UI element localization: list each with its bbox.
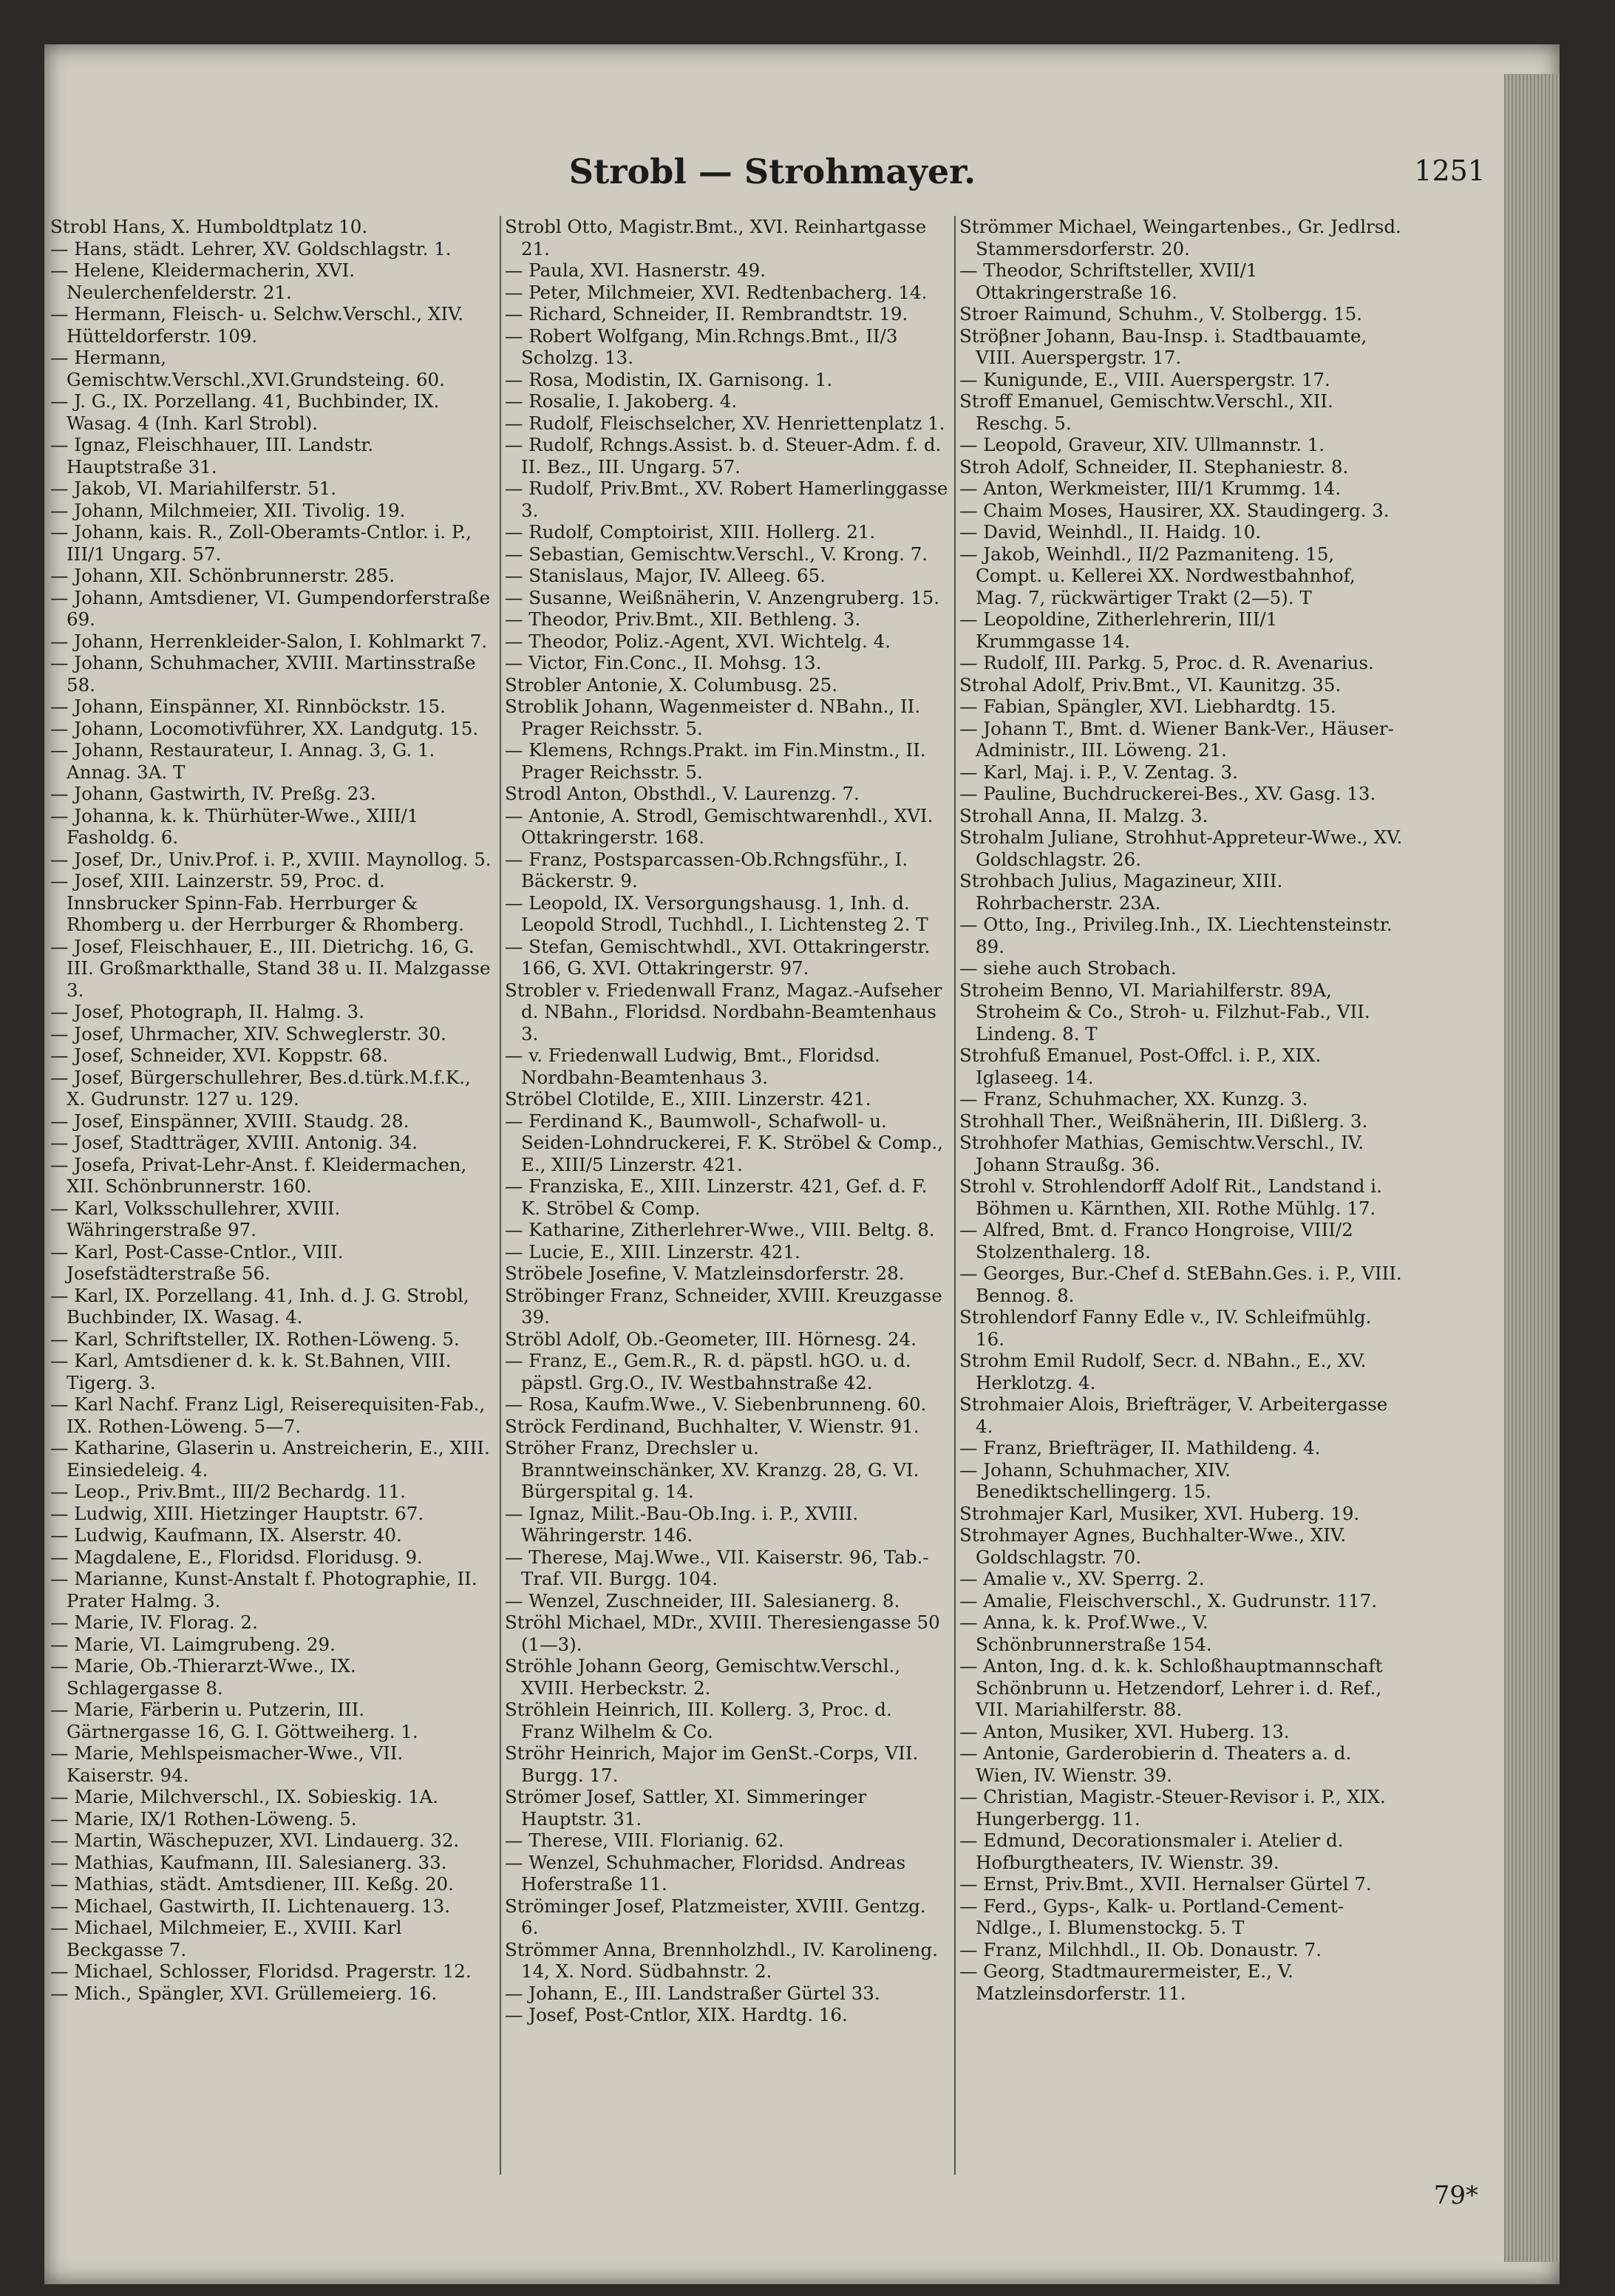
directory-entry: — Marie, Mehlspeismacher-Wwe., VII. Kaiserstr. 94. <box>50 1742 404 1786</box>
directory-entry: Strohal Adolf, Priv.Bmt., VI. Kaunitzg. 35. <box>959 673 1342 696</box>
directory-entry: — Ferd., Gyps-, Kalk- u. Portland-Cement-Ndlge., I. Blumenstockg. 5. T <box>959 1895 1344 1938</box>
directory-entry: — Karl, Post-Casse-Cntlor., VIII. Josefstädterstraße 56. <box>50 1240 344 1284</box>
directory-entry: — Marie, IV. Florag. 2. <box>50 1611 258 1633</box>
directory-entry: — Karl, IX. Porzellang. 41, Inh. d. J. G. Strobl, Buchbinder, IX. Wasag. 4. <box>50 1284 469 1328</box>
directory-entry: — Ludwig, Kaufmann, IX. Alserstr. 40. <box>50 1524 402 1546</box>
directory-entry: — Johann, Gastwirth, IV. Preßg. 23. <box>50 783 376 804</box>
directory-entry: — Richard, Schneider, II. Rembrandtstr. 19. <box>505 303 908 325</box>
directory-entry: — Rudolf, Priv.Bmt., XV. Robert Hamerlinggasse 3. <box>505 478 948 521</box>
directory-entry: — Rosa, Kaufm.Wwe., V. Siebenbrunneng. 60. <box>505 1393 927 1415</box>
directory-entry: — Karl, Maj. i. P., V. Zentag. 3. <box>959 761 1238 783</box>
page-number: 1251 <box>1414 154 1486 187</box>
directory-entry: — Johann, Schuhmacher, XIV. Benediktschellingerg. 15. <box>959 1458 1231 1502</box>
directory-entry: — J. G., IX. Porzellang. 41, Buchbinder, IX. Wasag. 4 (Inh. Karl Strobl). <box>50 390 440 434</box>
page-title: Strobl — Strohmayer. <box>568 152 976 191</box>
directory-entry: — Mich., Spängler, XVI. Grüllemeierg. 16. <box>50 1982 438 2004</box>
sheet-signature: 79* <box>1433 2181 1478 2210</box>
directory-entry: — Paula, XVI. Hasnerstr. 49. <box>505 259 766 281</box>
directory-entry: — Rosalie, I. Jakoberg. 4. <box>505 390 738 412</box>
directory-entry: — Stanislaus, Major, IV. Alleeg. 65. <box>505 565 826 586</box>
directory-entry: — Karl, Volksschullehrer, XVIII. Währingerstraße 97. <box>50 1197 341 1240</box>
directory-entry: — Leopold, IX. Versorgungshausg. 1, Inh. d. Leopold Strodl, Tuchhdl., I. Lichtensteg 2. T <box>505 891 928 935</box>
directory-entry: — Magdalene, E., Floridsd. Floridusg. 9. <box>50 1546 423 1568</box>
directory-entry: — Johann, Amtsdiener, VI. Gumpendorferstraße 69. <box>50 586 491 630</box>
directory-entry: — Johann T., Bmt. d. Wiener Bank-Ver., Häuser-Administr., III. Löweng. 21. <box>959 717 1394 761</box>
directory-entry: Ströck Ferdinand, Buchhalter, V. Wienstr. 91. <box>505 1415 919 1437</box>
directory-entry: — Josef, Uhrmacher, XIV. Schweglerstr. 30. <box>50 1022 446 1045</box>
directory-entry: — Rosa, Modistin, IX. Garnisong. 1. <box>505 368 833 390</box>
directory-entry: — Klemens, Rchngs.Prakt. im Fin.Minstm., II. Prager Reichsstr. 5. <box>505 739 926 783</box>
directory-entry: Ströbl Adolf, Ob.-Geometer, III. Hörnesg. 24. <box>505 1328 917 1350</box>
directory-entry: — Josef, Stadtträger, XVIII. Antonig. 34. <box>50 1132 418 1153</box>
directory-entry: Stroblik Johann, Wagenmeister d. NBahn., II. Prager Reichsstr. 5. <box>505 696 921 739</box>
directory-entry: — Johann, Restaurateur, I. Annag. 3, G. 1. Annag. 3A. T <box>50 739 435 783</box>
directory-entry: — Marianne, Kunst-Anstalt f. Photographie, II. Prater Halmg. 3. <box>50 1568 477 1611</box>
directory-entry: — Anton, Ing. d. k. k. Schloßhauptmannschaft Schönbrunn u. Hetzendorf, Lehrer i. d. Ref., VII. Mariahilferstr. 88. <box>959 1655 1383 1720</box>
directory-entry: — Michael, Schlosser, Floridsd. Pragerstr. 12. <box>50 1960 472 1982</box>
directory-entry: — Therese, VIII. Florianig. 62. <box>505 1830 784 1851</box>
directory-entry: Stroheim Benno, VI. Mariahilferstr. 89A, Stroheim & Co., Stroh- u. Filzhut-Fab., VII. Lindeng. 8. T <box>959 979 1370 1045</box>
directory-entry: — Johanna, k. k. Thürhüter-Wwe., XIII/1 Fasholdg. 6. <box>50 804 419 848</box>
column-2 <box>505 216 948 2182</box>
directory-entry: — Theodor, Schriftsteller, XVII/1 Ottakringerstraße 16. <box>959 259 1258 303</box>
directory-entry: — Theodor, Priv.Bmt., XII. Bethleng. 3. <box>505 608 861 630</box>
directory-entry: — Johann, Schuhmacher, XVIII. Martinsstraße 58. <box>50 652 476 696</box>
directory-entry: Strohmajer Karl, Musiker, XVI. Huberg. 19. <box>959 1502 1360 1524</box>
directory-entry: Ströbinger Franz, Schneider, XVIII. Kreuzgasse 39. <box>505 1284 942 1328</box>
directory-entry: — Ernst, Priv.Bmt., XVII. Hernalser Gürtel 7. <box>959 1873 1372 1895</box>
directory-entry: Strohm Emil Rudolf, Secr. d. NBahn., E., XV. Herklotzg. 4. <box>959 1350 1367 1393</box>
directory-entry: — Rudolf, III. Parkg. 5, Proc. d. R. Avenarius. <box>959 652 1374 673</box>
directory-entry: Strohl v. Strohlendorff Adolf Rit., Landstand i. Böhmen u. Kärnthen, XII. Rothe Mühlg. 17. <box>959 1175 1382 1219</box>
directory-entry: — Georges, Bur.-Chef d. StEBahn.Ges. i. P., VIII. Bennog. 8. <box>959 1263 1402 1306</box>
directory-entry: — Chaim Moses, Hausirer, XX. Staudingerg. 3. <box>959 499 1390 521</box>
directory-entry: Stroff Emanuel, Gemischtw.Verschl., XII. Reschg. 5. <box>959 390 1333 434</box>
directory-entry: — Josef, Fleischhauer, E., III. Dietrichg. 16, G. III. Großmarkthalle, Stand 38 u. II. Malzgasse 3. <box>50 935 491 1001</box>
directory-entry: — Theodor, Poliz.-Agent, XVI. Wichtelg. 4. <box>505 630 891 652</box>
directory-entry: — Franz, E., Gem.R., R. d. päpstl. hGO. u. d. päpstl. Grg.O., IV. Westbahnstraße 42. <box>505 1350 911 1393</box>
directory-entry: — Josefa, Privat-Lehr-Anst. f. Kleidermachen, XII. Schönbrunnerstr. 160. <box>50 1153 467 1197</box>
directory-entry: Strohhall Ther., Weißnäherin, III. Dißlerg. 3. <box>959 1110 1368 1132</box>
directory-entry: — Ignaz, Milit.-Bau-Ob.Ing. i. P., XVIII. Währingerstr. 146. <box>505 1502 859 1546</box>
directory-entry: — Katharine, Zitherlehrer-Wwe., VIII. Beltg. 8. <box>505 1219 935 1240</box>
directory-entry: — Marie, VI. Laimgrubeng. 29. <box>50 1633 336 1655</box>
directory-entry: — Leopold, Graveur, XIV. Ullmannstr. 1. <box>959 434 1325 455</box>
directory-entry: — Michael, Milchmeier, E., XVIII. Karl Beckgasse 7. <box>50 1917 402 1960</box>
directory-entry: — Jakob, Weinhdl., II/2 Pazmaniteng. 15, Compt. u. Kellerei XX. Nordwestbahnhof, Mag. 7, rückwärtiger Trakt (2—5). T <box>959 543 1356 608</box>
directory-entry: — Rudolf, Fleischselcher, XV. Henriettenplatz 1. <box>505 412 945 434</box>
directory-entry: — Johann, Locomotivführer, XX. Landgutg. 15. <box>50 717 479 739</box>
directory-entry: — Otto, Ing., Privileg.Inh., IX. Liechtensteinstr. 89. <box>959 914 1393 957</box>
directory-entry: — Wenzel, Schuhmacher, Floridsd. Andreas Hoferstraße 11. <box>505 1851 906 1895</box>
directory-entry: — Pauline, Buchdruckerei-Bes., XV. Gasg. 13. <box>959 783 1376 804</box>
directory-entry: — Anton, Musiker, XVI. Huberg. 13. <box>959 1720 1290 1742</box>
directory-entry: — Peter, Milchmeier, XVI. Redtenbacherg. 14. <box>505 281 928 303</box>
directory-entry: Strohlendorf Fanny Edle v., IV. Schleifmühlg. 16. <box>959 1306 1372 1350</box>
directory-entry: — Kunigunde, E., VIII. Auerspergstr. 17. <box>959 368 1330 390</box>
directory-entry: Strohmaier Alois, Briefträger, V. Arbeitergasse 4. <box>959 1393 1388 1437</box>
directory-entry: Ströbele Josefine, V. Matzleinsdorferstr. 28. <box>505 1263 905 1284</box>
directory-entry: — Christian, Magistr.-Steuer-Revisor i. P., XIX. Hungerbergg. 11. <box>959 1786 1386 1830</box>
directory-entry: Ströβner Johann, Bau-Insp. i. Stadtbauamte, VIII. Auerspergstr. 17. <box>959 325 1367 368</box>
directory-entry: — Hans, städt. Lehrer, XV. Goldschlagstr. 1. <box>50 237 452 259</box>
directory-entry: — Mathias, Kaufmann, III. Salesianerg. 33. <box>50 1851 447 1873</box>
directory-entry: Ströhlein Heinrich, III. Kollerg. 3, Proc. d. Franz Wilhelm & Co. <box>505 1699 892 1742</box>
directory-entry: Strohfuß Emanuel, Post-Offcl. i. P., XIX. Iglaseeg. 14. <box>959 1045 1322 1088</box>
directory-entry: — Amalie, Fleischverschl., X. Gudrunstr. 117. <box>959 1589 1378 1611</box>
directory-entry: Ströher Franz, Drechsler u. Branntweinschänker, XV. Kranzg. 28, G. VI. Bürgerspital g. 14. <box>505 1437 919 1502</box>
column-divider <box>954 216 956 2175</box>
directory-entry: Strohall Anna, II. Malzg. 3. <box>959 804 1208 826</box>
directory-entry: — Marie, Milchverschl., IX. Sobieskig. 1A. <box>50 1786 439 1807</box>
directory-entry: — Anna, k. k. Prof.Wwe., V. Schönbrunnerstraße 154. <box>959 1611 1212 1655</box>
directory-entry: — Marie, IX/1 Rothen-Löweng. 5. <box>50 1807 357 1830</box>
directory-entry: — Ludwig, XIII. Hietzinger Hauptstr. 67. <box>50 1502 424 1524</box>
directory-entry: — Johann, Herrenkleider-Salon, I. Kohlmarkt 7. <box>50 630 488 652</box>
directory-entry: — Franz, Schuhmacher, XX. Kunzg. 3. <box>959 1088 1308 1110</box>
directory-entry: — Susanne, Weißnäherin, V. Anzengruberg. 15. <box>505 586 940 608</box>
directory-entry: — Hermann, Fleisch- u. Selchw.Verschl., XIV. Hütteldorferstr. 109. <box>50 303 464 347</box>
directory-entry: Strömmer Anna, Brennholzhdl., IV. Karolineng. 14, X. Nord. Südbahnstr. 2. <box>505 1938 938 1982</box>
directory-entry: Strobl Otto, Magistr.Bmt., XVI. Reinhartgasse 21. <box>505 216 927 259</box>
directory-entry: — Michael, Gastwirth, II. Lichtenauerg. 13. <box>50 1895 451 1917</box>
directory-entry: Strohmayer Agnes, Buchhalter-Wwe., XIV. Goldschlagstr. 70. <box>959 1524 1347 1568</box>
directory-page <box>44 44 1560 2284</box>
directory-entry: Strodl Anton, Obsthdl., V. Laurenzg. 7. <box>505 783 860 804</box>
directory-entry: — Karl, Amtsdiener d. k. k. St.Bahnen, VIII. Tigerg. 3. <box>50 1350 452 1393</box>
directory-entry: — Josef, XIII. Lainzerstr. 59, Proc. d. Innsbrucker Spinn-Fab. Herrburger & Rhomberg u. der Herrburger & Rhomberg. <box>50 870 464 935</box>
directory-entry: Ströminger Josef, Platzmeister, XVIII. Gentzg. 6. <box>505 1895 926 1938</box>
directory-entry: — David, Weinhdl., II. Haidg. 10. <box>959 521 1262 543</box>
directory-entry: — v. Friedenwall Ludwig, Bmt., Floridsd. Nordbahn-Beamtenhaus 3. <box>505 1045 880 1088</box>
directory-entry: — Franz, Postsparcassen-Ob.Rchngsführ., I. Bäckerstr. 9. <box>505 848 908 891</box>
directory-entry: — Josef, Post-Cntlor, XIX. Hardtg. 16. <box>505 2004 848 2025</box>
directory-entry: — Rudolf, Rchngs.Assist. b. d. Steuer-Adm. f. d. II. Bez., III. Ungarg. 57. <box>505 434 942 478</box>
directory-entry: Strohhofer Mathias, Gemischtw.Verschl., IV. Johann Straußg. 36. <box>959 1132 1364 1175</box>
directory-entry: — Johann, Milchmeier, XII. Tivolig. 19. <box>50 499 406 521</box>
directory-entry: Strömer Josef, Sattler, XI. Simmeringer Hauptstr. 31. <box>505 1786 867 1830</box>
directory-entry: — Marie, Ob.-Thierarzt-Wwe., IX. Schlagergasse 8. <box>50 1655 356 1699</box>
directory-entry: — Antonie, A. Strodl, Gemischtwarenhdl., XVI. Ottakringerstr. 168. <box>505 804 934 848</box>
directory-entry: Strobler Antonie, X. Columbusg. 25. <box>505 673 837 696</box>
directory-entry: Strohalm Juliane, Strohhut-Appreteur-Wwe., XV. Goldschlagstr. 26. <box>959 826 1403 870</box>
directory-entry: — Josef, Photograph, II. Halmg. 3. <box>50 1001 364 1022</box>
directory-entry: — Josef, Dr., Univ.Prof. i. P., XVIII. Maynollog. 5. <box>50 848 492 870</box>
directory-entry: — Johann, kais. R., Zoll-Oberamts-Cntlor. i. P., III/1 Ungarg. 57. <box>50 521 472 565</box>
directory-entry: Stroh Adolf, Schneider, II. Stephaniestr. 8. <box>959 455 1349 478</box>
directory-entry: — Stefan, Gemischtwhdl., XVI. Ottakringerstr. 166, G. XVI. Ottakringerstr. 97. <box>505 935 931 979</box>
directory-entry: — Wenzel, Zuschneider, III. Salesianerg. 8. <box>505 1589 900 1611</box>
column-1 <box>50 216 494 2182</box>
directory-entry: Stroer Raimund, Schuhm., V. Stolbergg. 15. <box>959 303 1363 325</box>
directory-entry: — Franz, Briefträger, II. Mathildeng. 4. <box>959 1437 1321 1458</box>
directory-entry: — Katharine, Glaserin u. Anstreicherin, E., XIII. Einsiedeleig. 4. <box>50 1437 490 1481</box>
directory-entry: — Victor, Fin.Conc., II. Mohsg. 13. <box>505 652 822 673</box>
directory-entry: — Franz, Milchhdl., II. Ob. Donaustr. 7. <box>959 1938 1322 1960</box>
directory-entry: — Mathias, städt. Amtsdiener, III. Keßg. 20. <box>50 1873 454 1895</box>
directory-entry: — Therese, Maj.Wwe., VII. Kaiserstr. 96, Tab.-Traf. VII. Burgg. 104. <box>505 1546 929 1589</box>
directory-entry: Strobler v. Friedenwall Franz, Magaz.-Aufseher d. NBahn., Floridsd. Nordbahn-Beamtenhaus 3. <box>505 979 942 1045</box>
directory-entry: — Anton, Werkmeister, III/1 Krummg. 14. <box>959 478 1342 499</box>
directory-entry: Strohbach Julius, Magazineur, XIII. Rohrbacherstr. 23A. <box>959 870 1283 914</box>
directory-entry: — Georg, Stadtmaurermeister, E., V. Matzleinsdorferstr. 11. <box>959 1960 1293 2004</box>
directory-entry: — Rudolf, Comptoirist, XIII. Hollerg. 21. <box>505 521 876 543</box>
directory-entry: — Karl, Schriftsteller, IX. Rothen-Löweng. 5. <box>50 1328 460 1350</box>
directory-entry: — Amalie v., XV. Sperrg. 2. <box>959 1568 1205 1589</box>
directory-entry: — Josef, Schneider, XVI. Koppstr. 68. <box>50 1045 389 1066</box>
directory-entry: — Martin, Wäschepuzer, XVI. Lindauerg. 32. <box>50 1830 460 1851</box>
directory-entry: — Johann, E., III. Landstraßer Gürtel 33. <box>505 1982 880 2004</box>
directory-entry: — Lucie, E., XIII. Linzerstr. 421. <box>505 1240 800 1263</box>
directory-entry: Ströhle Johann Georg, Gemischtw.Verschl., XVIII. Herbeckstr. 2. <box>505 1655 901 1699</box>
directory-entry: — Helene, Kleidermacherin, XVI. Neulerchenfelderstr. 21. <box>50 259 356 303</box>
directory-entry: — Josef, Einspänner, XVIII. Staudg. 28. <box>50 1110 409 1132</box>
directory-entry: Strömmer Michael, Weingartenbes., Gr. Jedlrsd. Stammersdorferstr. 20. <box>959 216 1401 259</box>
directory-entry: — Edmund, Decorationsmaler i. Atelier d. Hofburgtheaters, IV. Wienstr. 39. <box>959 1830 1344 1873</box>
directory-entry: — Jakob, VI. Mariahilferstr. 51. <box>50 478 337 499</box>
directory-entry: — Marie, Färberin u. Putzerin, III. Gärtnergasse 16, G. I. Göttweiherg. 1. <box>50 1699 418 1742</box>
directory-entry: — Ferdinand K., Baumwoll-, Schafwoll- u. Seiden-Lohndruckerei, F. K. Ströbel & Comp., E., XIII/5 Linzerstr. 421. <box>505 1110 943 1175</box>
directory-entry: — Fabian, Spängler, XVI. Liebhardtg. 15. <box>959 696 1336 717</box>
directory-entry: — Leopoldine, Zitherlehrerin, III/1 Krummgasse 14. <box>959 608 1278 652</box>
directory-entry: — Sebastian, Gemischtw.Verschl., V. Krong. 7. <box>505 543 928 565</box>
page-edge <box>1504 74 1560 2262</box>
directory-entry: Strobl Hans, X. Humboldtplatz 10. <box>50 216 368 237</box>
directory-entry: — Franziska, E., XIII. Linzerstr. 421, Gef. d. F. K. Ströbel & Comp. <box>505 1175 928 1219</box>
directory-entry: — Alfred, Bmt. d. Franco Hongroise, VIII/2 Stolzenthalerg. 18. <box>959 1219 1353 1263</box>
directory-entry: — Hermann, Gemischtw.Verschl.,XVI.Grundsteing. 60. <box>50 347 445 390</box>
page-header <box>44 152 1500 203</box>
directory-entry: — Ignaz, Fleischhauer, III. Landstr. Hauptstraße 31. <box>50 434 374 478</box>
directory-entry: — Leop., Priv.Bmt., III/2 Bechardg. 11. <box>50 1481 406 1502</box>
directory-entry: Ströhr Heinrich, Major im GenSt.-Corps, VII. Burgg. 17. <box>505 1742 919 1786</box>
directory-entry: — Antonie, Garderobierin d. Theaters a. d. Wien, IV. Wienstr. 39. <box>959 1742 1352 1786</box>
directory-entry: — Robert Wolfgang, Min.Rchngs.Bmt., II/3 Scholzg. 13. <box>505 325 898 368</box>
directory-entry: — Josef, Bürgerschullehrer, Bes.d.türk.M.f.K., X. Gudrunstr. 127 u. 129. <box>50 1066 471 1110</box>
directory-entry: — Karl Nachf. Franz Ligl, Reiserequisiten-Fab., IX. Rothen-Löweng. 5—7. <box>50 1393 486 1437</box>
directory-entry: Ströbel Clotilde, E., XIII. Linzerstr. 421. <box>505 1088 871 1110</box>
column-3 <box>959 216 1403 2182</box>
directory-entry: — Johann, XII. Schönbrunnerstr. 285. <box>50 565 395 586</box>
directory-entry: — Johann, Einspänner, XI. Rinnböckstr. 15. <box>50 696 446 717</box>
column-divider <box>500 216 501 2175</box>
directory-entry: Ströhl Michael, MDr., XVIII. Theresiengasse 50 (1—3). <box>505 1611 940 1655</box>
directory-entry: — siehe auch Strobach. <box>959 957 1177 979</box>
